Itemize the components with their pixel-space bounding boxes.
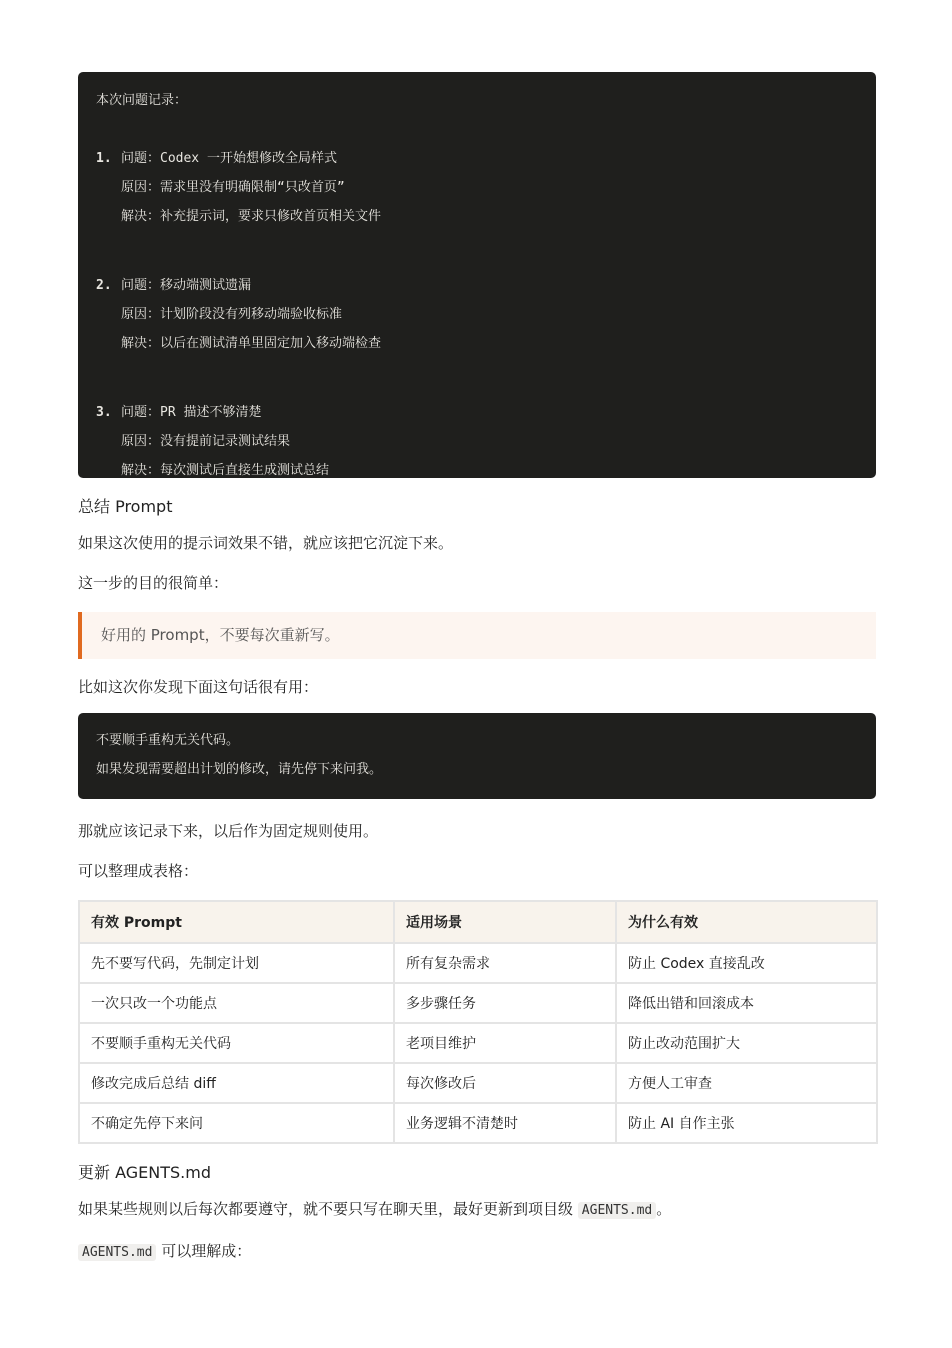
problem-item (96, 277, 858, 364)
table-header-cell: 适用场景 (394, 901, 616, 943)
table-row (79, 1023, 877, 1063)
item-problem: 问题：Codex 一开始想修改全局样式 (121, 151, 337, 166)
update-agents-heading: 更新 AGENTS.md (78, 1163, 211, 1182)
summary-para-5: 可以整理成表格： (78, 862, 199, 880)
item-cause: 原因：需求里没有明确限制“只改首页” (121, 180, 345, 195)
table-cell: 多步骤任务 (394, 983, 616, 1023)
agents-para-1-text: 如果某些规则以后每次都要遵守，就不要只写在聊天里，最好更新到项目级 (78, 1200, 574, 1218)
table-cell: 一次只改一个功能点 (79, 983, 394, 1023)
item-solution: 解决：补充提示词，要求只修改首页相关文件 (121, 209, 382, 224)
table-cell: 不要顺手重构无关代码 (79, 1023, 394, 1063)
table-row (79, 1063, 877, 1103)
table-row (79, 1103, 877, 1143)
table-cell: 降低出错和回滚成本 (616, 983, 877, 1023)
summary-para-1: 如果这次使用的提示词效果不错，就应该把它沉淀下来。 (78, 534, 454, 552)
table-cell: 不确定先停下来问 (79, 1103, 394, 1143)
table-cell: 老项目维护 (394, 1023, 616, 1063)
problem-item (96, 404, 858, 491)
item-problem: 问题：PR 描述不够清楚 (121, 405, 262, 420)
rule-code-block (78, 713, 876, 799)
problem-log-title: 本次问题记录： (96, 93, 188, 108)
prompt-table (78, 900, 878, 1144)
agents-md-code: AGENTS.md (578, 1202, 656, 1219)
item-problem: 问题：移动端测试遗漏 (121, 278, 252, 293)
agents-md-code: AGENTS.md (78, 1244, 156, 1261)
summary-para-2: 这一步的目的很简单： (78, 574, 229, 592)
table-header-row (79, 901, 877, 943)
table-cell: 先不要写代码，先制定计划 (79, 943, 394, 983)
table-cell: 防止 Codex 直接乱改 (616, 943, 877, 983)
table-cell: 每次修改后 (394, 1063, 616, 1103)
table-row (79, 943, 877, 983)
code-line: 不要顺手重构无关代码。 (96, 733, 240, 748)
summary-para-4: 那就应该记录下来，以后作为固定规则使用。 (78, 822, 379, 840)
code-line: 如果发现需要超出计划的修改，请先停下来问我。 (96, 762, 383, 777)
table-cell: 防止 AI 自作主张 (616, 1103, 877, 1143)
item-solution: 解决：每次测试后直接生成测试总结 (121, 463, 330, 478)
summary-para-3: 比如这次你发现下面这句话很有用： (78, 678, 319, 696)
item-cause: 原因：没有提前记录测试结果 (121, 434, 291, 449)
table-cell: 所有复杂需求 (394, 943, 616, 983)
agents-para-2 (78, 1240, 876, 1264)
table-header-cell: 有效 Prompt (79, 901, 394, 943)
quote-text: 好用的 Prompt，不要每次重新写。 (101, 626, 340, 644)
table-cell: 修改完成后总结 diff (79, 1063, 394, 1103)
table-cell: 防止改动范围扩大 (616, 1023, 877, 1063)
agents-para-1-end: 。 (656, 1200, 672, 1218)
document-page (78, 72, 876, 1264)
item-cause: 原因：计划阶段没有列移动端验收标准 (121, 307, 343, 322)
item-solution: 解决：以后在测试清单里固定加入移动端检查 (121, 336, 382, 351)
agents-para-2-text: 可以理解成： (161, 1242, 252, 1260)
table-cell: 业务逻辑不清楚时 (394, 1103, 616, 1143)
agents-para-1 (78, 1198, 876, 1222)
quote-block (78, 612, 876, 659)
table-cell: 方便人工审查 (616, 1063, 877, 1103)
item-number: 2. (96, 278, 112, 293)
table-header-cell: 为什么有效 (616, 901, 877, 943)
item-number: 1. (96, 151, 112, 166)
summary-prompt-heading: 总结 Prompt (78, 497, 173, 516)
problem-log-code-block (78, 72, 876, 478)
problem-item (96, 150, 858, 237)
item-number: 3. (96, 405, 112, 420)
table-row (79, 983, 877, 1023)
